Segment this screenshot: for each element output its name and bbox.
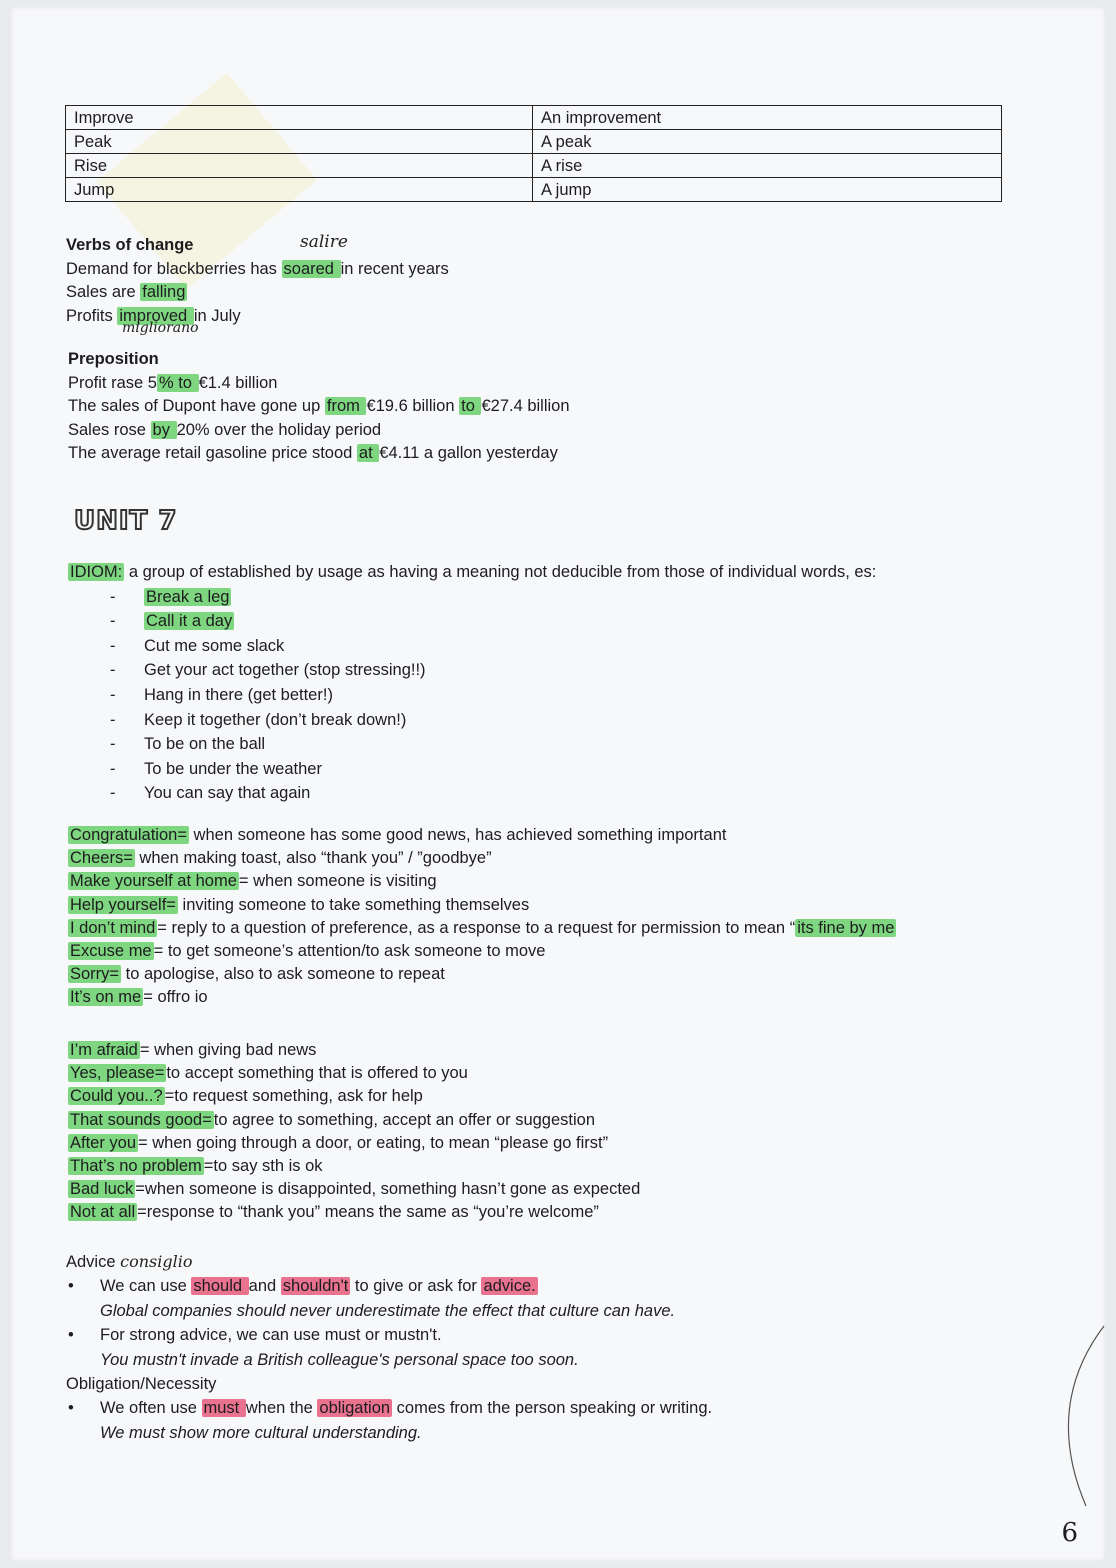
advice-text xyxy=(100,1274,712,1298)
text: We can use xyxy=(100,1277,192,1296)
phrase-definition: to apologise, also to ask someone to repeat xyxy=(121,965,445,984)
verbs-line-2 xyxy=(66,281,449,305)
idiom-section xyxy=(68,560,876,806)
phrase-definition: = when giving bad news xyxy=(139,1041,317,1059)
text: Profit rase 5 xyxy=(68,373,157,392)
text: to give or ask for xyxy=(350,1277,482,1296)
table-cell-verb: Improve xyxy=(66,106,533,130)
idiom-text: Cut me some slack xyxy=(144,636,285,655)
phrase-term: Not at all xyxy=(70,1203,136,1222)
idiom-text: You can say that again xyxy=(144,784,311,803)
obligation-example: We must show more cultural understanding. xyxy=(100,1423,422,1442)
text: in July xyxy=(193,306,241,325)
text: €1.4 billion xyxy=(198,373,278,392)
list-item xyxy=(66,1323,712,1372)
phrase-line xyxy=(68,1039,640,1062)
idiom-list xyxy=(68,585,876,806)
highlight-pink: obligation xyxy=(319,1399,391,1418)
phrase-line xyxy=(68,917,896,940)
phrase-line xyxy=(68,824,896,847)
list-item xyxy=(68,658,876,683)
text: €19.6 billion xyxy=(366,397,460,415)
phrase-definition: = when going through a door, or eating, to mean “please go first” xyxy=(138,1133,609,1152)
advice-section xyxy=(66,1250,712,1445)
table-row xyxy=(66,130,1002,154)
notes-page xyxy=(10,6,1106,1562)
table-cell-verb: Rise xyxy=(66,154,533,178)
verb-noun-table xyxy=(65,105,1002,202)
phrase-line xyxy=(68,1201,640,1224)
advice-example: Global companies should never underestimate the effect that culture can have. xyxy=(100,1301,676,1320)
list-item xyxy=(68,732,876,757)
highlight-green: its fine by me xyxy=(797,918,895,937)
table-cell-verb: Jump xyxy=(66,178,533,202)
phrase-line xyxy=(68,986,896,1009)
phrase-definition: to agree to something, accept an offer or suggestion xyxy=(213,1110,596,1129)
text: We often use xyxy=(100,1399,202,1418)
phrase-term: After you xyxy=(70,1133,137,1152)
text: Profits xyxy=(66,306,118,325)
phrase-definition: =response to “thank you” means the same as “you’re welcome” xyxy=(137,1203,599,1222)
phrase-term: Yes, please= xyxy=(70,1064,165,1083)
highlight-pink: shouldn't xyxy=(282,1277,349,1296)
idiom-text: Call it a day xyxy=(146,612,233,631)
highlight-green: falling xyxy=(142,283,186,301)
phrase-term: I’m afraid xyxy=(70,1041,138,1059)
table-cell-noun: An improvement xyxy=(533,106,1002,130)
highlight-green: soared xyxy=(283,259,339,278)
list-item xyxy=(68,585,876,610)
highlight-pink: should xyxy=(193,1277,247,1296)
phrase-term: Cheers= xyxy=(70,849,133,868)
phrase-line xyxy=(68,1178,640,1201)
idiom-text: Hang in there (get better!) xyxy=(144,685,333,704)
list-item xyxy=(68,708,876,733)
text: a group of established by usage as having a meaning not deducible from those of individual words, es: xyxy=(124,563,877,581)
phrase-term: Excuse me xyxy=(70,942,152,961)
preposition-line-4 xyxy=(68,442,570,466)
phrase-definition: =to request something, ask for help xyxy=(164,1087,423,1106)
list-item xyxy=(68,609,876,634)
list-item xyxy=(66,1396,712,1445)
verbs-of-change-heading: Verbs of change xyxy=(66,236,194,254)
verbs-line-1 xyxy=(66,258,449,282)
phrase-term: Congratulation= xyxy=(70,826,187,844)
obligation-list xyxy=(66,1396,712,1445)
highlight-green: to xyxy=(461,397,480,415)
phrase-term: Make yourself at home xyxy=(70,872,237,891)
list-item xyxy=(68,683,876,708)
highlight-pink: advice. xyxy=(483,1277,536,1296)
table-row xyxy=(66,106,1002,130)
highlight-pink: must xyxy=(203,1399,244,1418)
text: Sales are xyxy=(66,283,141,301)
idiom-text: To be on the ball xyxy=(144,735,266,754)
handwritten-note-consiglio: consiglio xyxy=(120,1252,193,1271)
idiom-definition xyxy=(68,560,876,585)
phrase-term: I don’t mind xyxy=(70,918,156,937)
phrase-term: That’s no problem xyxy=(70,1157,202,1176)
text: in recent years xyxy=(340,259,449,278)
idiom-text: Break a leg xyxy=(146,587,230,606)
phrase-definition: =to say sth is ok xyxy=(203,1157,323,1176)
table-cell-noun: A jump xyxy=(533,178,1002,202)
phrase-definition: inviting someone to take something themselves xyxy=(177,895,530,914)
text: €4.11 a gallon yesterday xyxy=(379,444,558,462)
phrase-line xyxy=(68,1109,640,1132)
phrase-definition: when making toast, also “thank you” / ”goodbye” xyxy=(134,849,492,868)
highlight-green: improved xyxy=(119,306,192,325)
idiom-text: Keep it together (don’t break down!) xyxy=(144,710,407,729)
advice-example: You mustn't invade a British colleague's personal space too soon. xyxy=(100,1350,579,1369)
phrase-definition: = when someone is visiting xyxy=(238,872,437,891)
preposition-heading: Preposition xyxy=(68,350,159,368)
phrase-line xyxy=(68,894,896,917)
table-cell-verb: Peak xyxy=(66,130,533,154)
phrase-line xyxy=(68,1132,640,1155)
text: Demand for blackberries has xyxy=(66,259,282,278)
unit-title: UNIT 7 xyxy=(74,506,178,536)
phrase-definition: to accept something that is offered to you xyxy=(166,1064,468,1083)
advice-heading: Advice xyxy=(66,1253,116,1271)
obligation-heading: Obligation/Necessity xyxy=(66,1375,217,1394)
phrase-line xyxy=(68,940,896,963)
phrase-definition: =when someone is disappointed, something hasn’t gone as expected xyxy=(135,1180,641,1199)
phrase-line xyxy=(68,1085,640,1108)
text: Sales rose xyxy=(68,420,151,439)
phrase-definition: when someone has some good news, has achieved something important xyxy=(188,826,727,844)
idiom-term: IDIOM: xyxy=(70,563,123,581)
advice-text: For strong advice, we can use must or mustn't. xyxy=(100,1326,442,1345)
idiom-text: To be under the weather xyxy=(144,759,322,778)
phrase-definition: = reply to a question of preference, as a response to a request for permission to mean “ xyxy=(157,918,796,937)
advice-heading-line xyxy=(66,1250,712,1274)
phrase-line xyxy=(68,1062,640,1085)
phrase-term: Could you..? xyxy=(70,1087,163,1106)
text: €27.4 billion xyxy=(481,397,570,415)
phrases-section-2 xyxy=(68,1039,640,1225)
preposition-line-2 xyxy=(68,395,570,419)
pencil-mark xyxy=(1026,1316,1106,1516)
phrase-definition: = to get someone’s attention/to ask someone to move xyxy=(153,942,546,961)
list-item xyxy=(68,634,876,659)
text: The average retail gasoline price stood xyxy=(68,444,357,462)
advice-list xyxy=(66,1274,712,1372)
page-number: 6 xyxy=(1061,1518,1078,1548)
preposition-line-1 xyxy=(68,372,570,396)
table-cell-noun: A rise xyxy=(533,154,1002,178)
highlight-green: % to xyxy=(158,373,197,392)
text: The sales of Dupont have gone up xyxy=(68,397,325,415)
highlight-green: by xyxy=(152,420,175,439)
verbs-of-change-section xyxy=(66,234,449,328)
phrase-term: It’s on me xyxy=(70,988,142,1007)
phrase-line xyxy=(68,847,896,870)
bullet-icon: • xyxy=(68,1326,74,1345)
text: 20% over the holiday period xyxy=(176,420,382,439)
handwritten-note-salire: salire xyxy=(300,232,348,252)
idiom-text: Get your act together (stop stressing!!) xyxy=(144,661,426,680)
text: and xyxy=(248,1277,281,1296)
list-item xyxy=(66,1274,712,1323)
table-row xyxy=(66,178,1002,202)
phrase-term: Bad luck xyxy=(70,1180,134,1199)
table-row xyxy=(66,154,1002,178)
handwritten-note-migliorano: migliorano xyxy=(122,320,199,336)
phrase-term: That sounds good= xyxy=(70,1110,212,1129)
phrase-line xyxy=(68,963,896,986)
bullet-icon: • xyxy=(68,1277,74,1296)
preposition-section xyxy=(68,348,570,466)
phrase-line xyxy=(68,1155,640,1178)
list-item xyxy=(68,757,876,782)
phrase-term: Help yourself= xyxy=(70,895,176,914)
list-item xyxy=(68,781,876,806)
text: when the xyxy=(245,1399,318,1418)
highlight-green: at xyxy=(358,444,378,462)
text: comes from the person speaking or writing. xyxy=(392,1399,713,1418)
highlight-green: from xyxy=(326,397,365,415)
obligation-text xyxy=(100,1396,712,1420)
table-cell-noun: A peak xyxy=(533,130,1002,154)
phrase-definition: = offro io xyxy=(143,988,208,1007)
phrases-section-1 xyxy=(68,824,896,1010)
bullet-icon: • xyxy=(68,1399,74,1418)
phrase-line xyxy=(68,870,896,893)
phrase-term: Sorry= xyxy=(70,965,120,984)
preposition-line-3 xyxy=(68,419,570,443)
